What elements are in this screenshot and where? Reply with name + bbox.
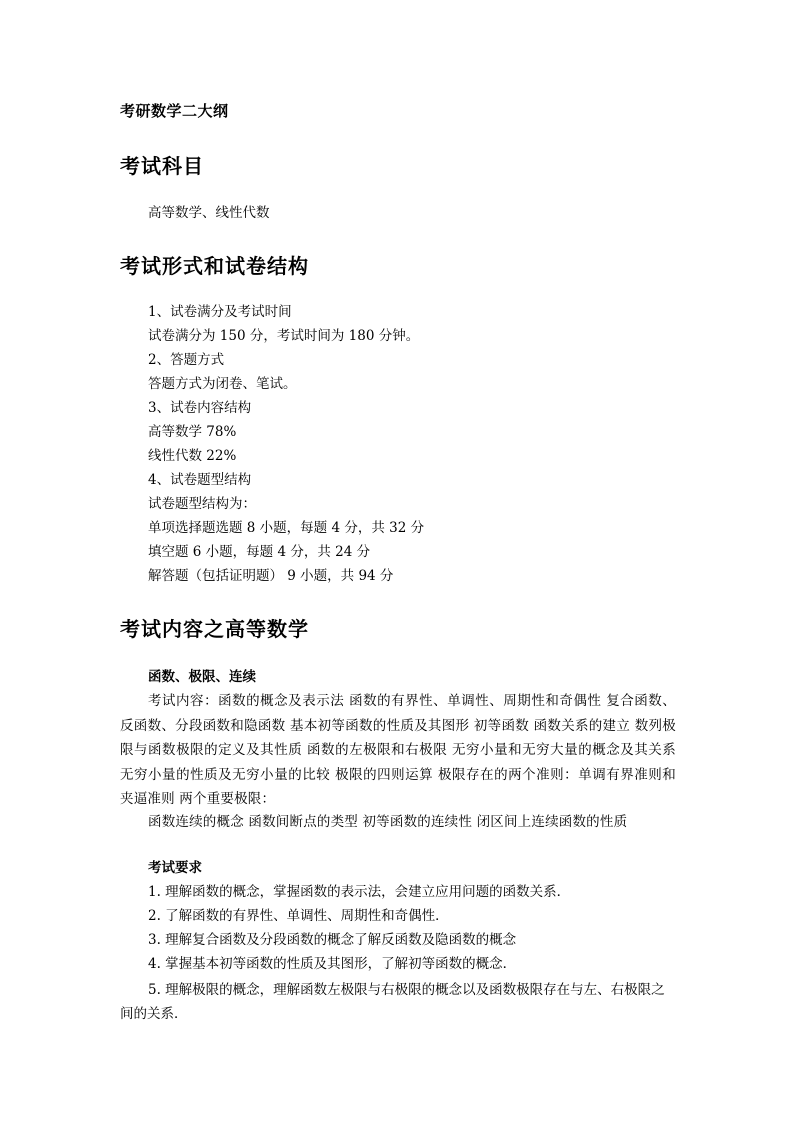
subjects-text: 高等数学、线性代数 (148, 205, 270, 221)
section-heading-calculus: 考试内容之高等数学 (120, 617, 309, 641)
requirement-item: 5. 理解极限的概念，理解函数左极限与右极限的概念以及函数极限存在与左、右极限之间的关系． (120, 982, 665, 1022)
requirement-item: 4. 掌握基本初等函数的性质及其图形，了解初等函数的概念． (148, 956, 517, 972)
section-heading-subjects: 考试科目 (120, 154, 204, 178)
format-line: 3、试卷内容结构 (148, 400, 252, 416)
format-line: 线性代数 22% (148, 448, 237, 464)
topic-heading: 函数、极限、连续 (148, 669, 256, 685)
requirement-item: 2. 了解函数的有界性、单调性、周期性和奇偶性． (148, 908, 449, 924)
format-line: 答题方式为闭卷、笔试。 (148, 376, 297, 392)
content-paragraph: 函数连续的概念 函数间断点的类型 初等函数的连续性 闭区间上连续函数的性质 (148, 814, 628, 830)
format-line: 高等数学 78% (148, 424, 237, 440)
format-line: 2、答题方式 (148, 352, 225, 368)
content-paragraph: 考试内容：函数的概念及表示法 函数的有界性、单调性、周期性和奇偶性 复合函数、反函数、分段函数和隐函数 基本初等函数的性质及其图形 初等函数 函数关系的建立 数列极限与函数极限的定义及其性质 函数的左极限和右极限 无穷小量和无穷大量的概念及其关系 无穷小量的性质及无穷小量的比较 极限的四则运算 极限存在的两个准则：单调有界准则和夹逼准则 两个重要极限： (120, 693, 676, 807)
format-line: 试卷满分为 150 分，考试时间为 180 分钟。 (148, 328, 420, 344)
format-line: 填空题 6 小题，每题 4 分，共 24 分 (148, 544, 371, 560)
format-line: 单项选择题选题 8 小题，每题 4 分，共 32 分 (148, 520, 425, 536)
format-line: 试卷题型结构为： (148, 496, 256, 512)
requirement-item: 3. 理解复合函数及分段函数的概念了解反函数及隐函数的概念 (148, 932, 517, 948)
requirement-item: 1. 理解函数的概念，掌握函数的表示法，会建立应用问题的函数关系． (148, 884, 571, 900)
section-heading-format: 考试形式和试卷结构 (120, 254, 309, 278)
format-line: 1、试卷满分及考试时间 (148, 304, 292, 320)
format-line: 解答题（包括证明题） 9 小题，共 94 分 (148, 568, 394, 584)
format-line: 4、试卷题型结构 (148, 472, 252, 488)
requirements-heading: 考试要求 (148, 860, 202, 876)
document-title: 考研数学二大纲 (120, 102, 229, 120)
